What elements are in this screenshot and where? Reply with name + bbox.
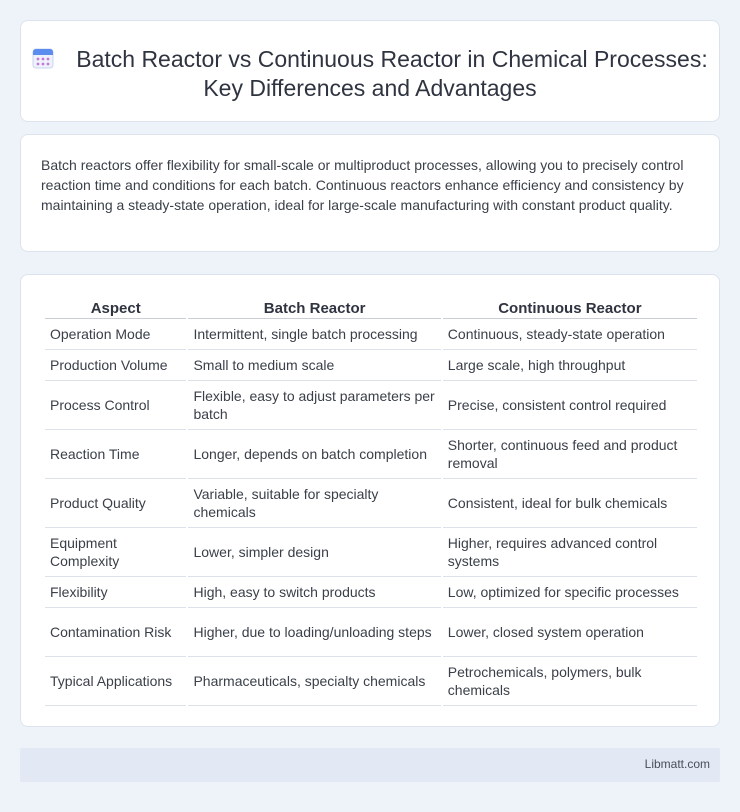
footer-bar (20, 748, 720, 782)
calendar-icon (32, 47, 54, 69)
table-header-row (45, 297, 697, 319)
table-row (45, 657, 697, 706)
batch-cell: Small to medium scale (188, 350, 440, 381)
comparison-card (20, 274, 720, 727)
page-title: Batch Reactor vs Continuous Reactor in Chemical Processes: Key Differences and Advantages (76, 46, 708, 101)
batch-cell: Lower, simpler design (188, 528, 440, 577)
aspect-cell: Production Volume (45, 350, 186, 381)
aspect-cell: Process Control (45, 381, 186, 430)
batch-cell: Flexible, easy to adjust parameters per batch (188, 381, 440, 430)
continuous-cell: Precise, consistent control required (443, 381, 697, 430)
table-row (45, 319, 697, 350)
continuous-cell: Shorter, continuous feed and product removal (443, 430, 697, 479)
table-row (45, 528, 697, 577)
continuous-cell: Low, optimized for specific processes (443, 577, 697, 608)
intro-paragraph: Batch reactors offer flexibility for small-scale or multiproduct processes, allowing you to precisely control reaction time and conditions for each batch. Continuous reactors enhance efficiency and consistency by maintaining a steady-state operation, ideal for large-scale manufacturing with constant product quality. (41, 157, 684, 213)
comparison-table (43, 297, 699, 706)
table-row (45, 381, 697, 430)
table-row (45, 608, 697, 657)
batch-cell: Variable, suitable for specialty chemicals (188, 479, 440, 528)
continuous-cell: Consistent, ideal for bulk chemicals (443, 479, 697, 528)
header-batch-reactor: Batch Reactor (188, 297, 440, 319)
continuous-cell: Petrochemicals, polymers, bulk chemicals (443, 657, 697, 706)
header-continuous-reactor: Continuous Reactor (443, 297, 697, 319)
continuous-cell: Lower, closed system operation (443, 608, 697, 657)
intro-card (20, 134, 720, 252)
batch-cell: Pharmaceuticals, specialty chemicals (188, 657, 440, 706)
aspect-cell: Contamination Risk (45, 608, 186, 657)
table-row (45, 430, 697, 479)
continuous-cell: Large scale, high throughput (443, 350, 697, 381)
batch-cell: Intermittent, single batch processing (188, 319, 440, 350)
table-row (45, 577, 697, 608)
aspect-cell: Equipment Complexity (45, 528, 186, 577)
batch-cell: High, easy to switch products (188, 577, 440, 608)
aspect-cell: Reaction Time (45, 430, 186, 479)
aspect-cell: Typical Applications (45, 657, 186, 706)
batch-cell: Longer, depends on batch completion (188, 430, 440, 479)
page-title-wrap (21, 45, 719, 103)
aspect-cell: Flexibility (45, 577, 186, 608)
table-row (45, 479, 697, 528)
continuous-cell: Higher, requires advanced control systems (443, 528, 697, 577)
header-aspect: Aspect (45, 297, 186, 319)
footer-site-link[interactable]: Libmatt.com (644, 757, 710, 771)
continuous-cell: Continuous, steady-state operation (443, 319, 697, 350)
aspect-cell: Product Quality (45, 479, 186, 528)
table-row (45, 350, 697, 381)
batch-cell: Higher, due to loading/unloading steps (188, 608, 440, 657)
aspect-cell: Operation Mode (45, 319, 186, 350)
title-card (20, 20, 720, 122)
